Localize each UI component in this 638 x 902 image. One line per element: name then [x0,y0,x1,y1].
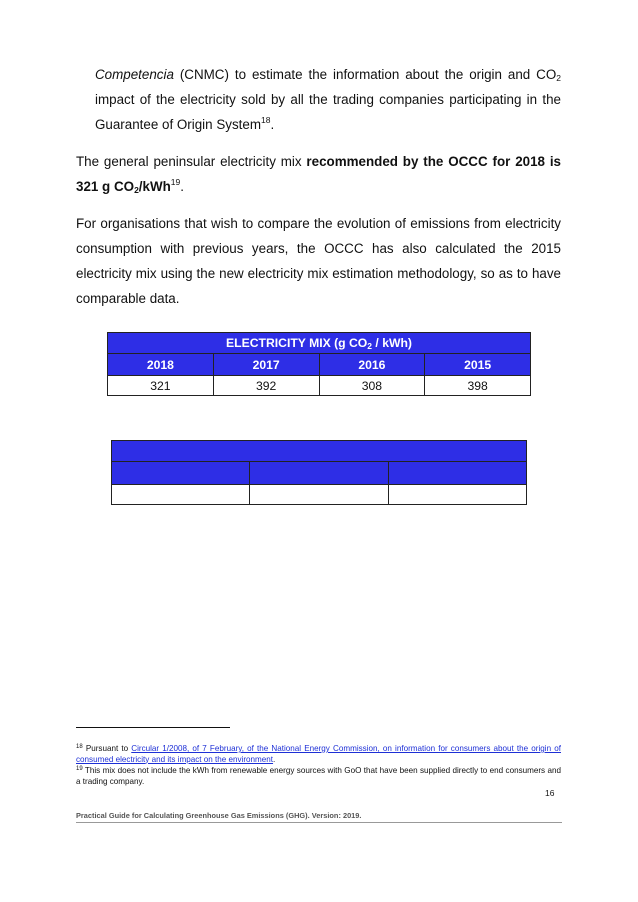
year-header: 2018 [108,354,214,376]
footnote-ref-18[interactable]: 18 [260,115,271,125]
empty-header-cell [112,462,250,485]
footer-text: Practical Guide for Calculating Greenhouse Gas Emissions (GHG). Version: 2019. [76,811,362,820]
paragraph-mix-2018: The general peninsular electricity mix recommended by the OCCC for 2018 is 321 g $CO_2/kWh^{19}$. [76,154,561,195]
empty-cell [388,485,526,505]
empty-header-cell [250,462,388,485]
table-title: ELECTRICITY MIX (g $CO_2 / kWh$) [108,333,531,354]
empty-header-cell [388,462,526,485]
paragraph-comparison: For organisations that wish to compare the evolution of emissions from electricity consumption with previous years, the OCCC has also calculated the 2015 electricity mix using the new electricity mix estimation methodology, so as to have comparable data. [76,216,561,306]
year-header: 2017 [213,354,319,376]
footnote-18: $^{18}$ Pursuant to Circular 1/2008, of 7 February, of the National Energy Commission, on information for consumers about the origin of consumed electricity and its impact on the environment. [76,744,561,764]
circular-link[interactable]: Circular 1/2008, of 7 February, of the National Energy Commission, on information for consumers about the origin of consumed electricity and its impact on the environment [76,744,561,764]
footer-divider [76,822,562,823]
empty-table [111,440,527,505]
empty-cell [250,485,388,505]
value-cell: 392 [213,376,319,396]
page-number: 16 [545,788,555,798]
footnote-ref-19[interactable]: 19 [170,177,181,187]
value-cell: 321 [108,376,214,396]
value-cell: 398 [425,376,531,396]
footnote-19: $^{19}$ This mix does not include the kWh from renewable energy sources with GoO that have been supplied directly to end consumers and a trading company. [76,766,561,786]
year-header: 2016 [319,354,425,376]
paragraph-cnmc: Competencia (CNMC) to estimate the information about the origin and $CO_2$ impact of the electricity sold by all the trading companies participating in the Guarantee of Origin System$^{18}$. [95,67,561,132]
empty-table-title-row [112,441,527,462]
value-cell: 308 [319,376,425,396]
footnote-divider [76,727,230,728]
electricity-mix-table [107,332,531,396]
year-header: 2015 [425,354,531,376]
empty-cell [112,485,250,505]
